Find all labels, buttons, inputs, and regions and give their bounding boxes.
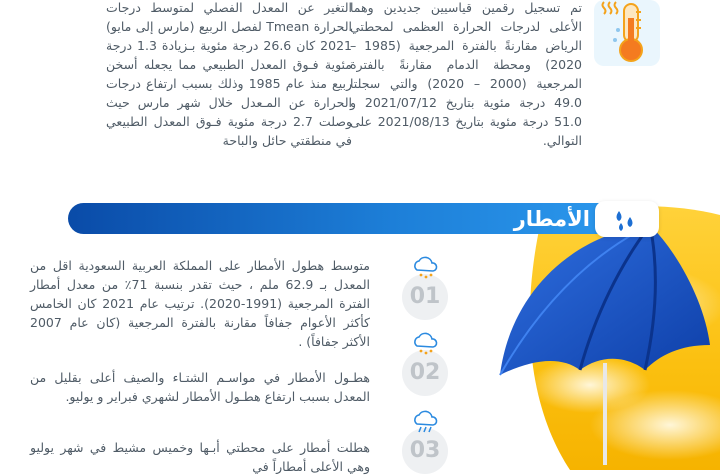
rain-section-badge bbox=[595, 201, 659, 237]
temperature-right-paragraph: تم تسجيل رقمين قياسيين جديدين وهما الأعلى لدرجات الحرارة العظمى لمحطتي الرياض مقارنةً بالفترة المرجعية (1985 – 2020) ومحطة الدمام مقارنةً بالفترة المرجعية (2000 – 2020) والتي سجلتا 49.0 درجة مئوية بتاريخ 2021/07/12 و 51.0 درجة مئوية بتاريخ 2021/08/13 على التوالي. bbox=[350, 0, 582, 148]
umbrella-illustration bbox=[420, 195, 720, 470]
rain-cloud-icon bbox=[410, 256, 440, 280]
thermometer-icon-box bbox=[594, 0, 660, 66]
rain-section-title: الأمطار bbox=[513, 207, 590, 231]
rain-badge-number: 03 bbox=[409, 438, 441, 463]
rain-badge-number: 01 bbox=[409, 284, 441, 309]
rain-drops-icon bbox=[595, 201, 659, 237]
temperature-left-paragraph: التغير عن المعدل الفصلي لمتوسط درجات الحرارة Tmean لفصل الربيع (مارس إلى مايو) 2021 كان 26.6 درجة مئوية بـزيادة 1.3 درجة مئوية فـوق المعدل الطبيعي مما يجعله أسخن ربيع منذ عام 1985 وذلك بسبب ارتفاع درجات الحرارة عن المـعدل خلال شهر مارس حيث وصلت 2.7 درجة مئوية فـوق المعدل الطبيعي في منطقتي حائل والباحة bbox=[106, 0, 352, 148]
rain-paragraph-2: هطـول الأمطار في مواسـم الشتـاء والصيف أعلى بقليل من المعدل بسبب ارتفاع هطـول الأمطار لشهري فبراير و يوليو. bbox=[30, 370, 370, 404]
thermometer-icon bbox=[594, 0, 660, 66]
rain-cloud-icon bbox=[410, 410, 440, 434]
rain-badge-01 bbox=[402, 256, 448, 316]
rain-badge-number: 02 bbox=[409, 360, 441, 385]
rain-cloud-icon bbox=[410, 332, 440, 356]
rain-paragraph-1: متوسط هطول الأمطار على المملكة العربية السعودية اقل من المعدل بـ 62.9 ملم ، حيث تقدر بنسبة 71٪ من معدل أمطار الفترة المرجعية (1991-2020). ترتيب عام 2021 كان الخامس كأكثر الأعوام جفافاً مقارنة بالفترة المرجعية (كان عام 2007 الأكثر جفافاً) . bbox=[30, 258, 371, 349]
rain-badge-03 bbox=[402, 410, 448, 470]
rain-badge-02 bbox=[402, 332, 448, 392]
rain-paragraph-3: هطلت أمطار على محطتي أبـها وخميس مشيط في شهر يوليو وهي الأعلى أمطاراً في bbox=[30, 440, 370, 474]
